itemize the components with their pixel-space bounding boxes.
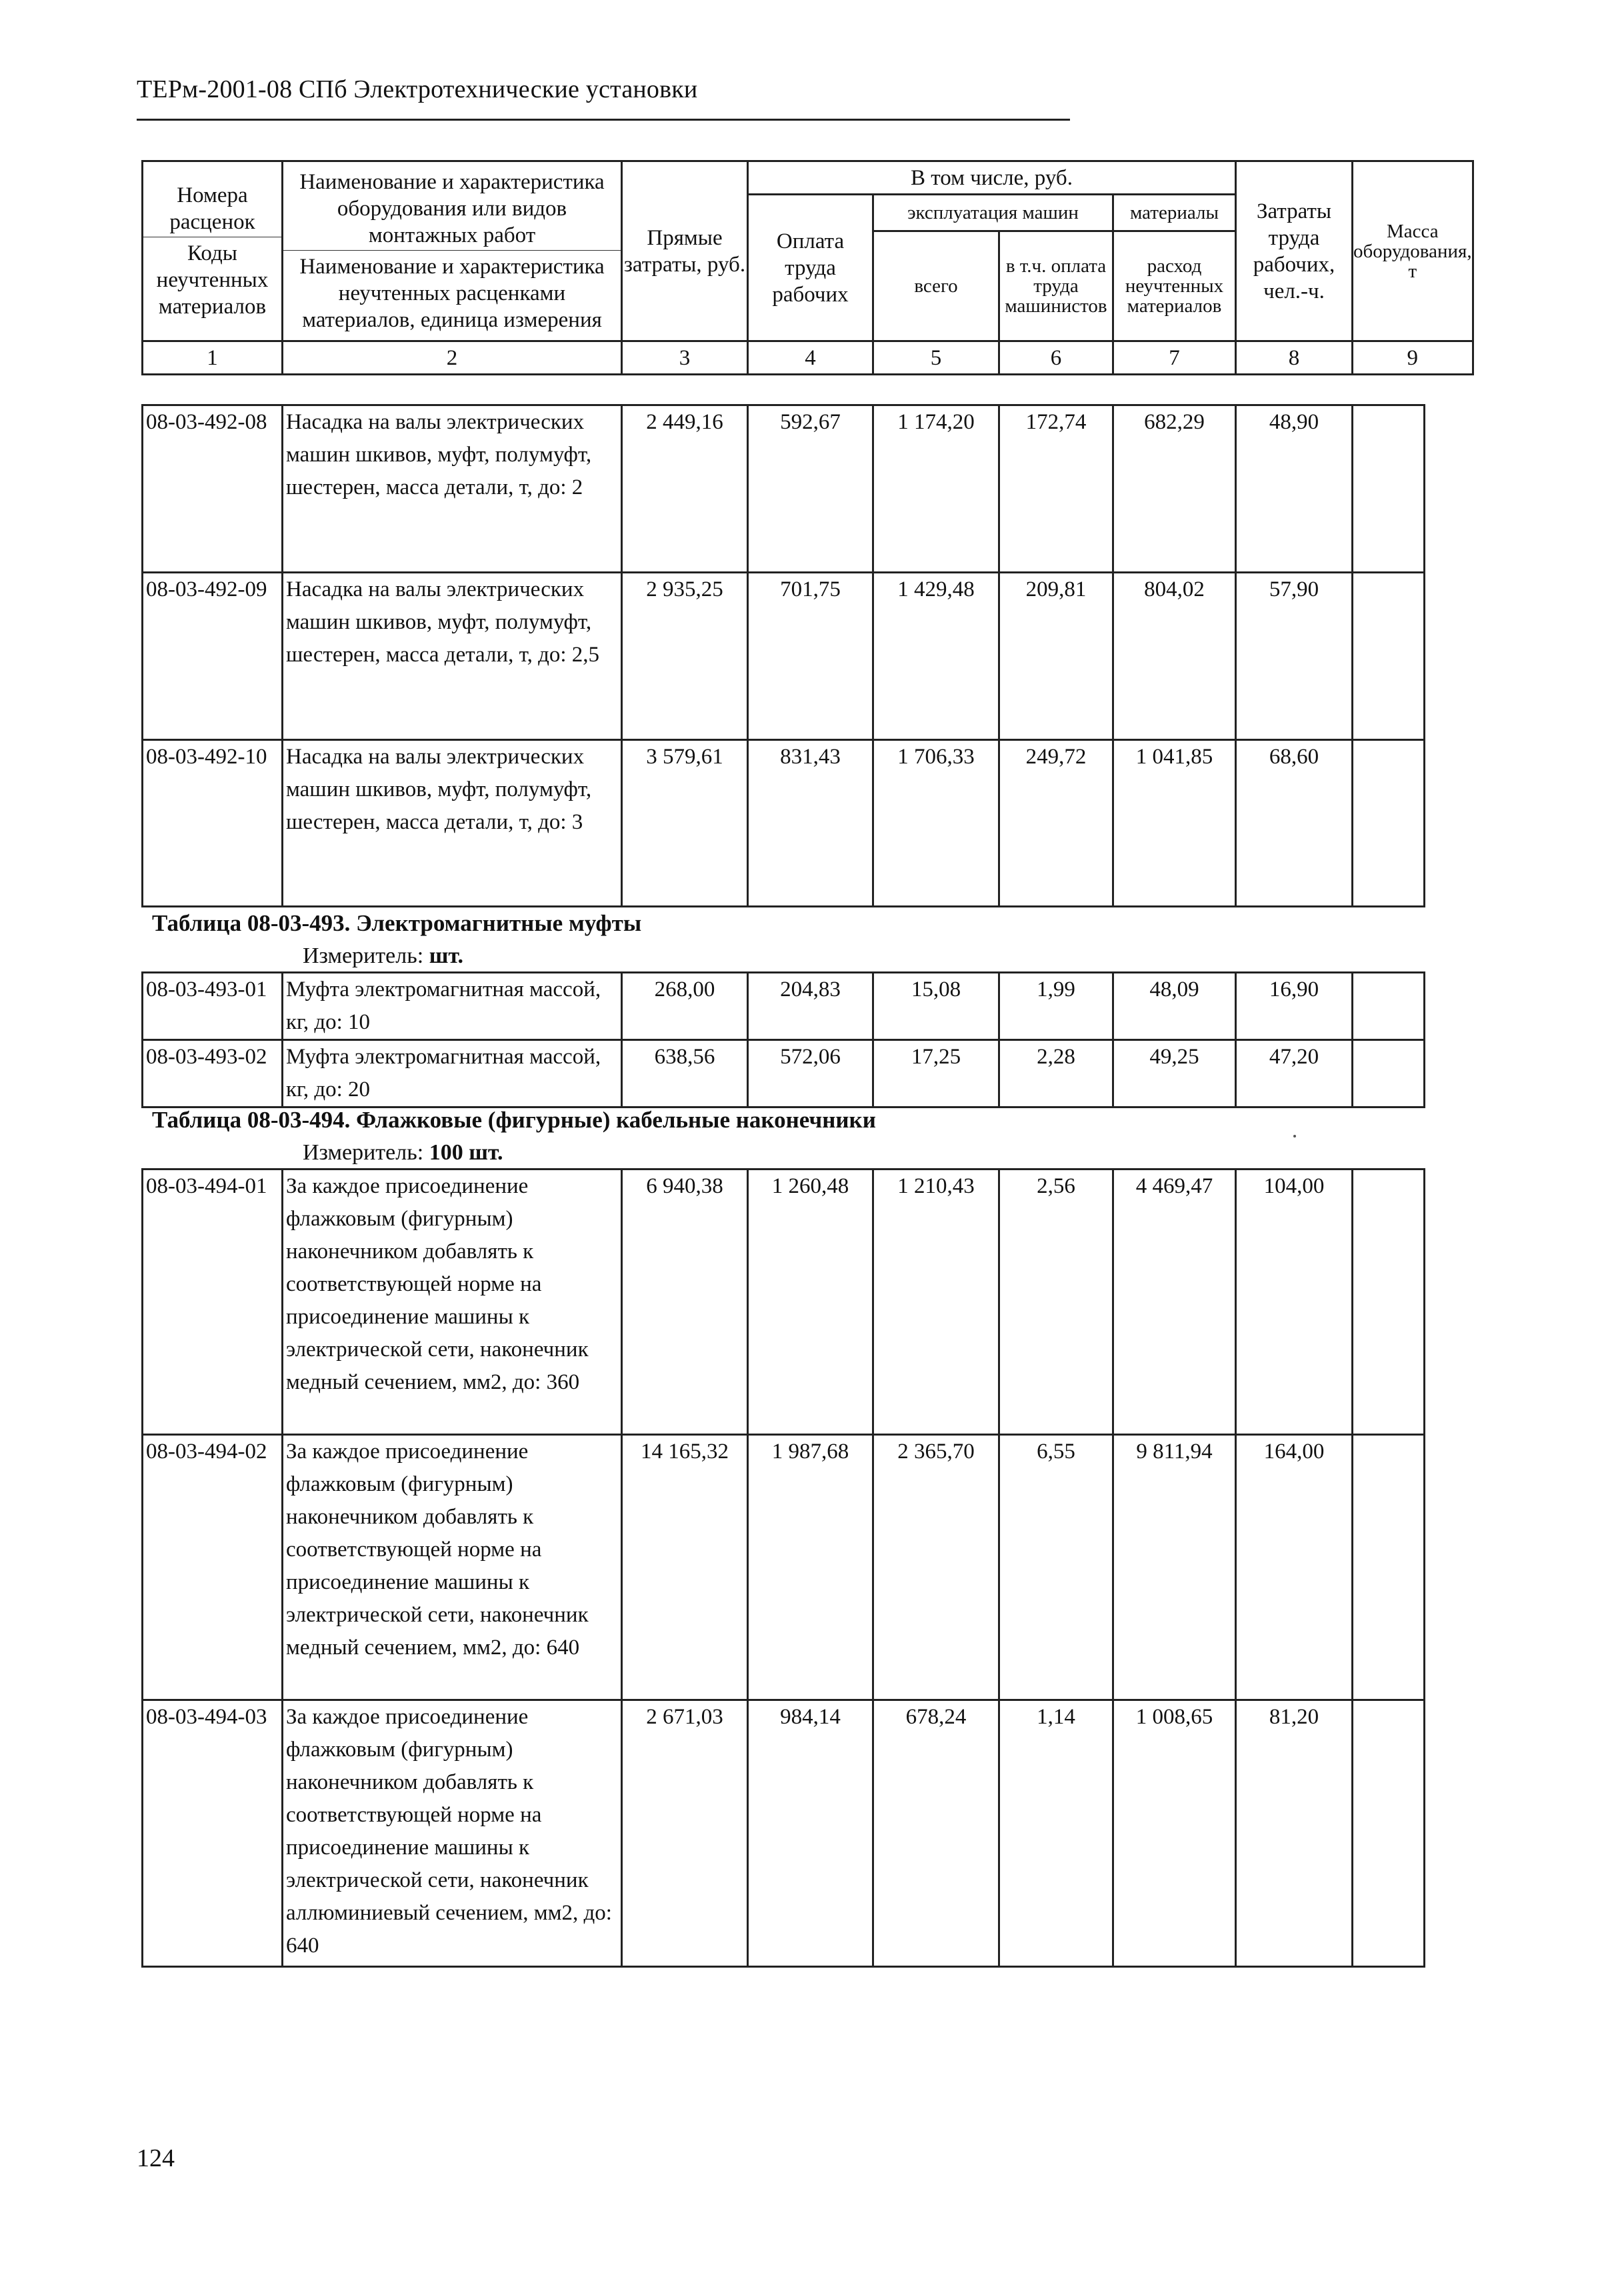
machine-costs: 1 210,43 [873, 1170, 999, 1435]
materials-cost: 4 469,47 [1113, 1170, 1236, 1435]
rate-code: 08-03-494-02 [143, 1435, 283, 1700]
table-row [143, 1040, 1425, 1107]
labor-wages: 572,06 [748, 1040, 873, 1107]
equipment-mass [1353, 973, 1425, 1040]
header-rule [137, 119, 1070, 121]
col-number: 1 [143, 341, 283, 375]
labor-hours: 164,00 [1236, 1435, 1353, 1700]
equipment-mass [1353, 405, 1425, 573]
col-number: 4 [748, 341, 873, 375]
table-row [143, 1700, 1425, 1967]
equipment-mass [1353, 573, 1425, 740]
col-number: 7 [1113, 341, 1236, 375]
col5-header: всего [873, 231, 999, 341]
direct-costs: 2 449,16 [622, 405, 748, 573]
labor-hours: 104,00 [1236, 1170, 1353, 1435]
labor-hours: 57,90 [1236, 573, 1353, 740]
rate-code: 08-03-493-01 [143, 973, 283, 1040]
table-492 [141, 404, 1425, 907]
labor-wages: 831,43 [748, 740, 873, 907]
machine-costs: 1 174,20 [873, 405, 999, 573]
table-row [143, 740, 1425, 907]
materials-cost: 804,02 [1113, 573, 1236, 740]
table-494-unit [303, 1140, 503, 1166]
col1-header [143, 161, 283, 341]
table-row [143, 573, 1425, 740]
machine-costs: 678,24 [873, 1700, 999, 1967]
group-header: В том числе, руб. [748, 161, 1236, 195]
col-number: 9 [1353, 341, 1473, 375]
col2-header-top: Наименование и характеристика оборудования или видов монтажных работ [283, 169, 621, 251]
machinist-wages: 2,28 [999, 1040, 1113, 1107]
col-number: 8 [1236, 341, 1353, 375]
col4-header: Оплата труда рабочих [748, 195, 873, 341]
labor-wages: 1 987,68 [748, 1435, 873, 1700]
work-description: За каждое присоединение флажковым (фигурным) наконечником добавлять к соответствующей норме на присоединение машины к электрической сети, наконечник медный сечением, мм2, до: 640 [283, 1435, 622, 1700]
unit-value: 100 шт. [429, 1140, 503, 1165]
machinist-wages: 209,81 [999, 573, 1113, 740]
machines-header: эксплуатация машин [873, 195, 1113, 231]
col8-header: Затраты труда рабочих, чел.-ч. [1236, 161, 1353, 341]
labor-hours: 48,90 [1236, 405, 1353, 573]
col6-header: в т.ч. оплата труда машинистов [999, 231, 1113, 341]
work-description: Муфта электромагнитная массой, кг, до: 20 [283, 1040, 622, 1107]
materials-cost: 49,25 [1113, 1040, 1236, 1107]
table-493-caption: Таблица 08-03-493. Электромагнитные муфты [152, 910, 642, 936]
machinist-wages: 249,72 [999, 740, 1113, 907]
direct-costs: 3 579,61 [622, 740, 748, 907]
running-header: ТЕРм-2001-08 СПб Электротехнические установки [137, 75, 698, 103]
page-number: 124 [137, 2144, 175, 2172]
machine-costs: 15,08 [873, 973, 999, 1040]
work-description: За каждое присоединение флажковым (фигурным) наконечником добавлять к соответствующей норме на присоединение машины к электрической сети, наконечник медный сечением, мм2, до: 360 [283, 1170, 622, 1435]
rate-code: 08-03-494-03 [143, 1700, 283, 1967]
materials-header: материалы [1113, 195, 1236, 231]
rate-code: 08-03-494-01 [143, 1170, 283, 1435]
table-row [143, 973, 1425, 1040]
materials-cost: 9 811,94 [1113, 1435, 1236, 1700]
direct-costs: 638,56 [622, 1040, 748, 1107]
col1-header-top: Номера расценок [143, 182, 281, 237]
column-header-table [141, 160, 1474, 375]
work-description: Насадка на валы электрических машин шкивов, муфт, полумуфт, шестерен, масса детали, т, до: 3 [283, 740, 622, 907]
unit-label: Измеритель: [303, 1140, 424, 1165]
labor-wages: 701,75 [748, 573, 873, 740]
rate-code: 08-03-492-08 [143, 405, 283, 573]
equipment-mass [1353, 1040, 1425, 1107]
rate-code: 08-03-492-09 [143, 573, 283, 740]
work-description: Муфта электромагнитная массой, кг, до: 10 [283, 973, 622, 1040]
col2-header-bottom: Наименование и характеристика неучтенных расценками материалов, единица измерения [299, 255, 605, 332]
unit-value: шт. [429, 943, 464, 968]
machinist-wages: 2,56 [999, 1170, 1113, 1435]
materials-cost: 1 008,65 [1113, 1700, 1236, 1967]
table-494 [141, 1168, 1425, 1968]
machinist-wages: 6,55 [999, 1435, 1113, 1700]
table-493-unit [303, 943, 463, 969]
col-number: 6 [999, 341, 1113, 375]
labor-hours: 81,20 [1236, 1700, 1353, 1967]
direct-costs: 2 935,25 [622, 573, 748, 740]
direct-costs: 2 671,03 [622, 1700, 748, 1967]
materials-cost: 1 041,85 [1113, 740, 1236, 907]
table-494-caption: Таблица 08-03-494. Флажковые (фигурные) кабельные наконечники [152, 1107, 876, 1133]
machine-costs: 1 706,33 [873, 740, 999, 907]
equipment-mass [1353, 1435, 1425, 1700]
machinist-wages: 172,74 [999, 405, 1113, 573]
labor-hours: 68,60 [1236, 740, 1353, 907]
column-numbers-row [143, 341, 1473, 375]
equipment-mass [1353, 1700, 1425, 1967]
labor-hours: 47,20 [1236, 1040, 1353, 1107]
direct-costs: 6 940,38 [622, 1170, 748, 1435]
equipment-mass [1353, 1170, 1425, 1435]
materials-cost: 48,09 [1113, 973, 1236, 1040]
scan-speck [1293, 1135, 1296, 1137]
col-number: 2 [283, 341, 622, 375]
table-493 [141, 971, 1425, 1108]
col-number: 5 [873, 341, 999, 375]
machinist-wages: 1,99 [999, 973, 1113, 1040]
machine-costs: 1 429,48 [873, 573, 999, 740]
col3-header: Прямые затраты, руб. [622, 161, 748, 341]
col9-header: Масса оборудования, т [1353, 161, 1473, 341]
col7-header: расход неучтенных материалов [1113, 231, 1236, 341]
machine-costs: 17,25 [873, 1040, 999, 1107]
work-description: Насадка на валы электрических машин шкивов, муфт, полумуфт, шестерен, масса детали, т, до: 2,5 [283, 573, 622, 740]
labor-wages: 984,14 [748, 1700, 873, 1967]
col2-header [283, 161, 622, 341]
machinist-wages: 1,14 [999, 1700, 1113, 1967]
table-row [143, 1435, 1425, 1700]
rate-code: 08-03-493-02 [143, 1040, 283, 1107]
labor-wages: 592,67 [748, 405, 873, 573]
direct-costs: 268,00 [622, 973, 748, 1040]
work-description: За каждое присоединение флажковым (фигурным) наконечником добавлять к соответствующей норме на присоединение машины к электрической сети, наконечник аллюминиевый сечением, мм2, до: 640 [283, 1700, 622, 1967]
labor-hours: 16,90 [1236, 973, 1353, 1040]
machine-costs: 2 365,70 [873, 1435, 999, 1700]
work-description: Насадка на валы электрических машин шкивов, муфт, полумуфт, шестерен, масса детали, т, до: 2 [283, 405, 622, 573]
rate-code: 08-03-492-10 [143, 740, 283, 907]
table-row [143, 1170, 1425, 1435]
labor-wages: 204,83 [748, 973, 873, 1040]
equipment-mass [1353, 740, 1425, 907]
col1-header-bottom: Коды неучтенных материалов [156, 241, 269, 319]
materials-cost: 682,29 [1113, 405, 1236, 573]
col-number: 3 [622, 341, 748, 375]
table-row [143, 405, 1425, 573]
unit-label: Измеритель: [303, 943, 424, 968]
labor-wages: 1 260,48 [748, 1170, 873, 1435]
direct-costs: 14 165,32 [622, 1435, 748, 1700]
